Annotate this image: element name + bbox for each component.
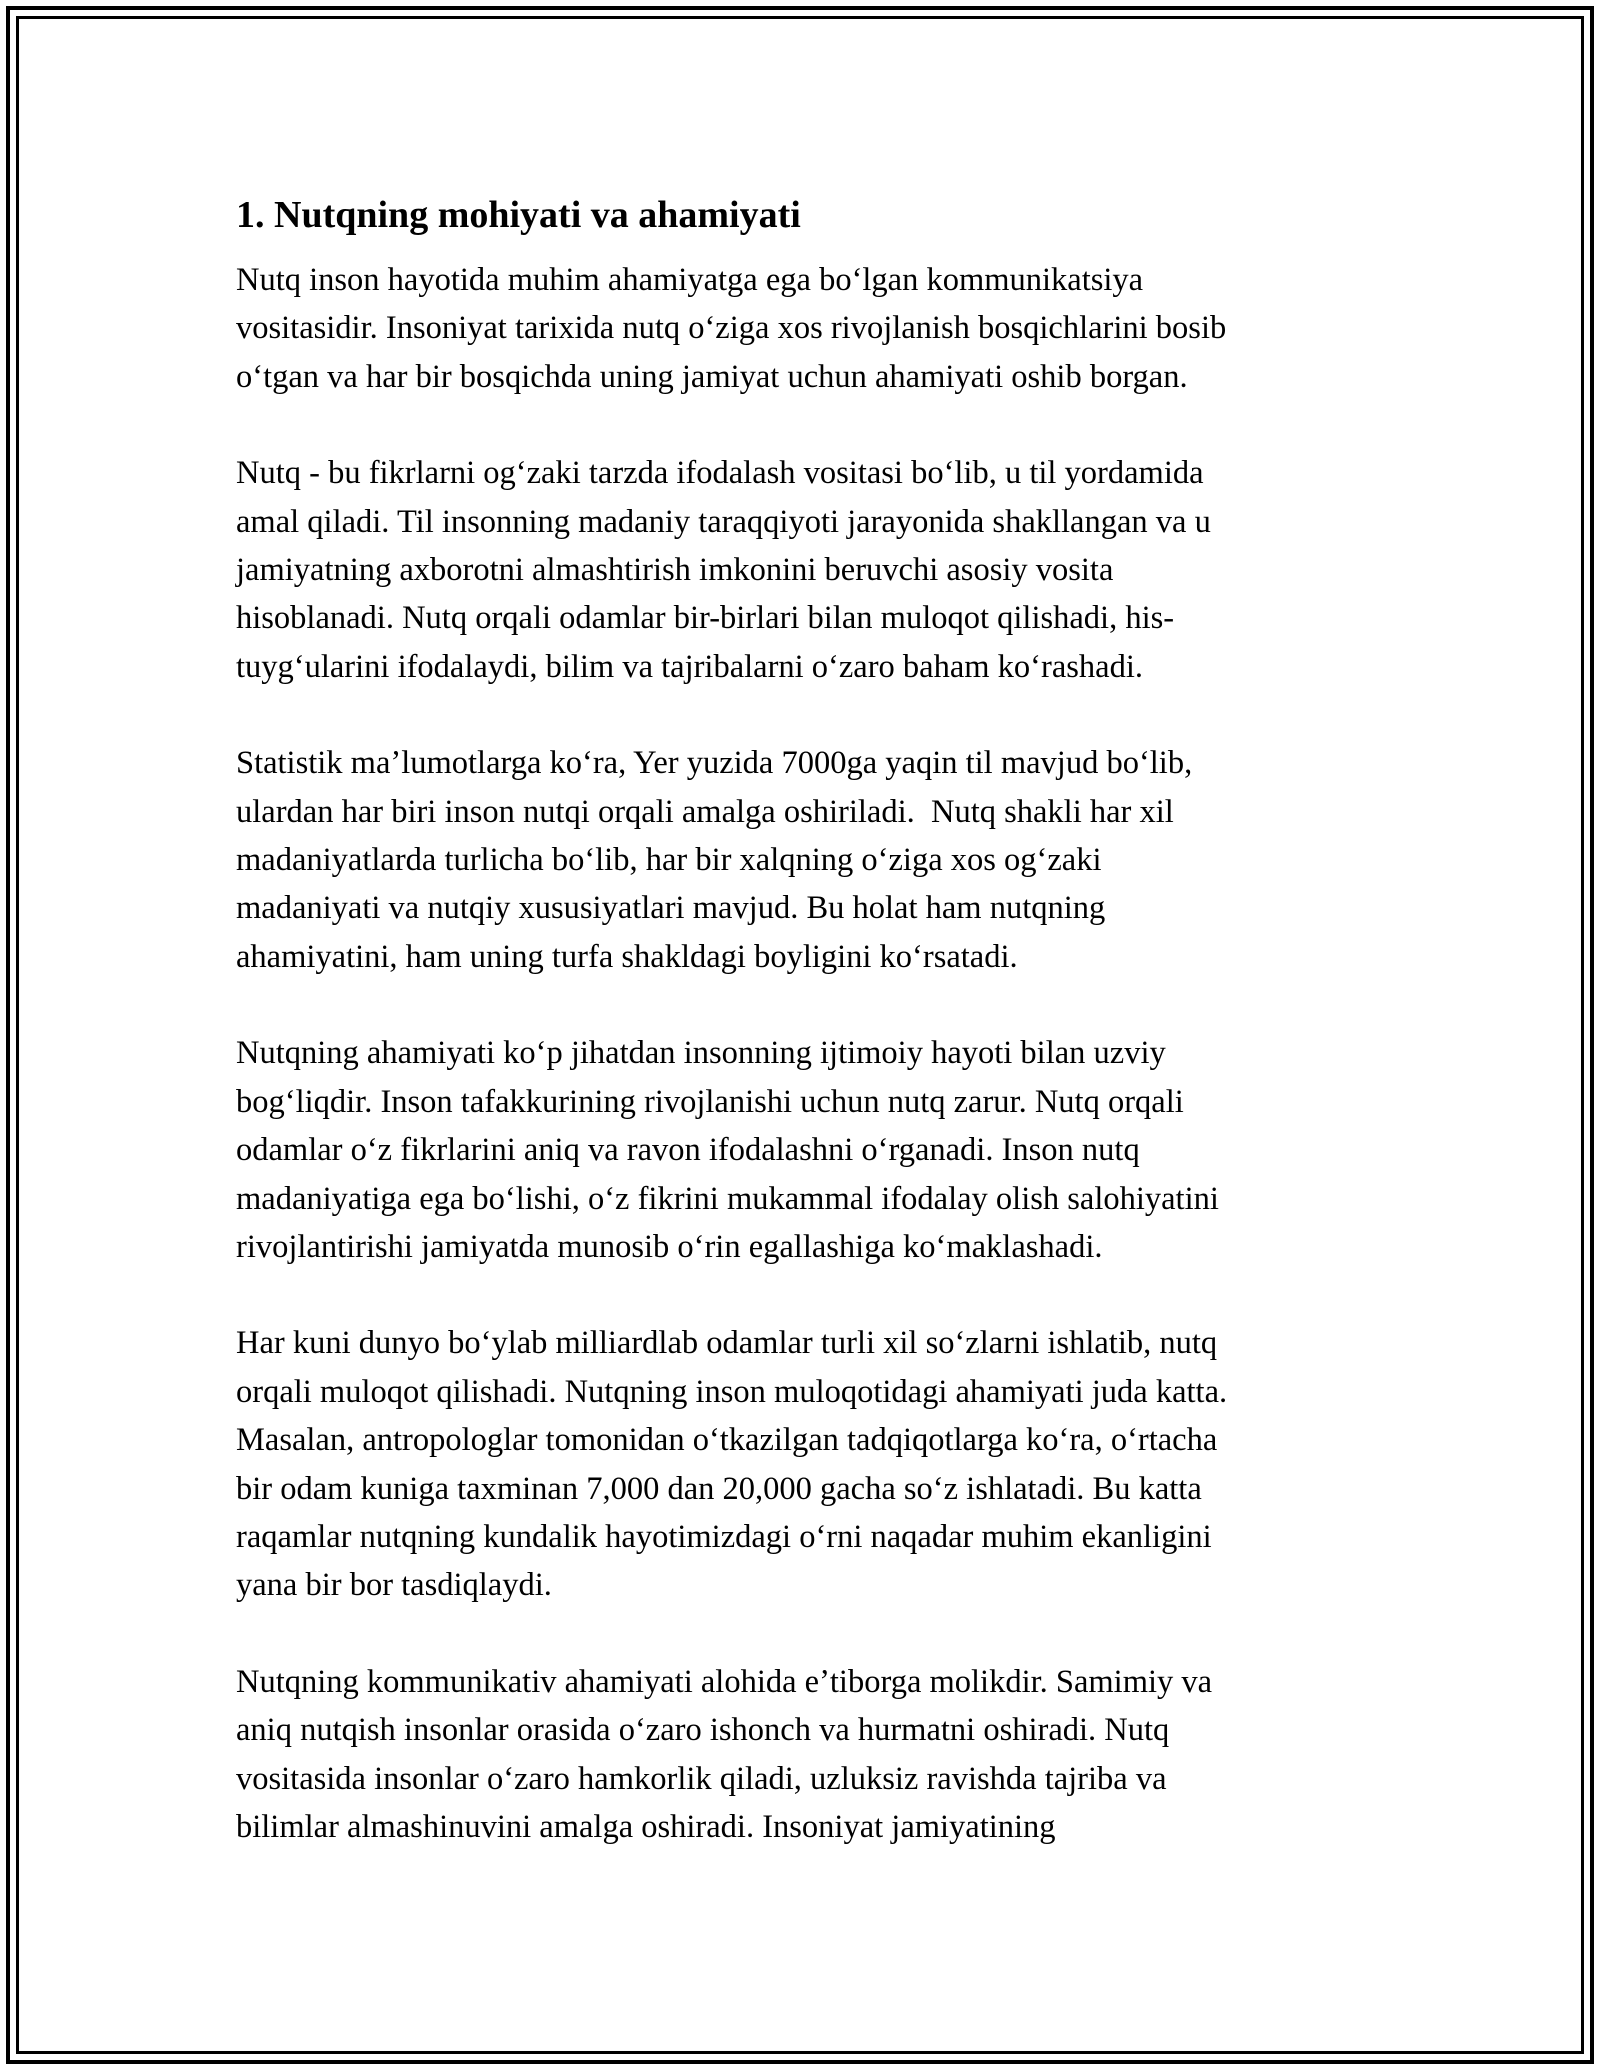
text-line: madaniyatiga ega boʻlishi, oʻz fikrini mukammal ifodalay olish salohiyatini <box>236 1180 1219 1217</box>
text-line: raqamlar nutqning kundalik hayotimizdagi oʻrni naqadar muhim ekanligini <box>236 1518 1212 1555</box>
text-line: ulardan har biri inson nutqi orqali amalga oshiriladi. Nutq shakli har xil <box>236 793 1174 830</box>
text-line: yana bir bor tasdiqlaydi. <box>236 1567 552 1604</box>
text-line: rivojlantirishi jamiyatda munosib oʻrin egallashiga koʻmaklashadi. <box>236 1228 1103 1265</box>
text-line: Nutq inson hayotida muhim ahamiyatga ega boʻlgan kommunikatsiya <box>236 262 1144 298</box>
text-line: bir odam kuniga taxminan 7,000 dan 20,000 gacha soʻz ishlatadi. Bu katta <box>236 1470 1202 1507</box>
page-title: 1. Nutqning mohiyati va ahamiyati <box>236 194 801 236</box>
text-line: odamlar oʻz fikrlarini aniq va ravon ifodalashni oʻrganadi. Inson nutq <box>236 1132 1140 1169</box>
text-line: Har kuni dunyo boʻylab milliardlab odamlar turli xil soʻzlarni ishlatib, nutq <box>236 1325 1218 1362</box>
paragraph <box>236 1319 1376 1609</box>
text-line: tuygʻularini ifodalaydi, bilim va tajribalarni oʻzaro baham koʻrashadi. <box>236 648 1143 685</box>
text-line: oʻtgan va har bir bosqichda uning jamiyat uchun ahamiyati oshib borgan. <box>236 358 1188 395</box>
text-line: Nutqning kommunikativ ahamiyati alohida eʼtiborga molikdir. Samimiy va <box>236 1663 1213 1700</box>
text-line: vositasida insonlar oʻzaro hamkorlik qiladi, uzluksiz ravishda tajriba va <box>236 1760 1167 1797</box>
paragraph <box>236 449 1376 691</box>
text-line: Nutqning ahamiyati koʻp jihatdan insonning ijtimoiy hayoti bilan uzviy <box>236 1035 1166 1072</box>
paragraph <box>236 256 1376 401</box>
text-line: jamiyatning axborotni almashtirish imkonini beruvchi asosiy vosita <box>236 552 1114 589</box>
text-line: Masalan, antropologlar tomonidan oʻtkazilgan tadqiqotlarga koʻra, oʻrtacha <box>236 1422 1218 1459</box>
paragraph <box>236 739 1376 981</box>
text-line: orqali muloqot qilishadi. Nutqning inson muloqotidagi ahamiyati juda katta. <box>236 1373 1228 1410</box>
text-line: Statistik maʼlumotlarga koʻra, Yer yuzida 7000ga yaqin til mavjud boʻlib, <box>236 745 1193 782</box>
text-line: vositasidir. Insoniyat tarixida nutq oʻziga xos rivojlanish bosqichlarini bosib <box>236 310 1227 347</box>
text-line: ahamiyatini, ham uning turfa shakldagi boyligini koʻrsatadi. <box>236 938 1018 975</box>
text-line: madaniyati va nutqiy xususiyatlari mavjud. Bu holat ham nutqning <box>236 890 1106 927</box>
text-line: hisoblanadi. Nutq orqali odamlar bir-birlari bilan muloqot qilishadi, his- <box>236 600 1175 637</box>
text-line: Nutq - bu fikrlarni ogʻzaki tarzda ifodalash vositasi boʻlib, u til yordamida <box>236 455 1204 492</box>
text-line: amal qiladi. Til insonning madaniy taraqqiyoti jarayonida shakllangan va u <box>236 503 1211 540</box>
text-line: aniq nutqish insonlar orasida oʻzaro ishonch va hurmatni oshiradi. Nutq <box>236 1712 1170 1749</box>
paragraph <box>236 1658 1376 1852</box>
text-line: madaniyatlarda turlicha boʻlib, har bir xalqning oʻziga xos ogʻzaki <box>236 842 1102 879</box>
text-line: bilimlar almashinuvini amalga oshiradi. Insoniyat jamiyatining <box>236 1808 1056 1845</box>
paragraph <box>236 1029 1376 1271</box>
text-line: bogʻliqdir. Inson tafakkurining rivojlanishi uchun nutq zarur. Nutq orqali <box>236 1083 1184 1120</box>
document-body <box>236 188 1376 1899</box>
